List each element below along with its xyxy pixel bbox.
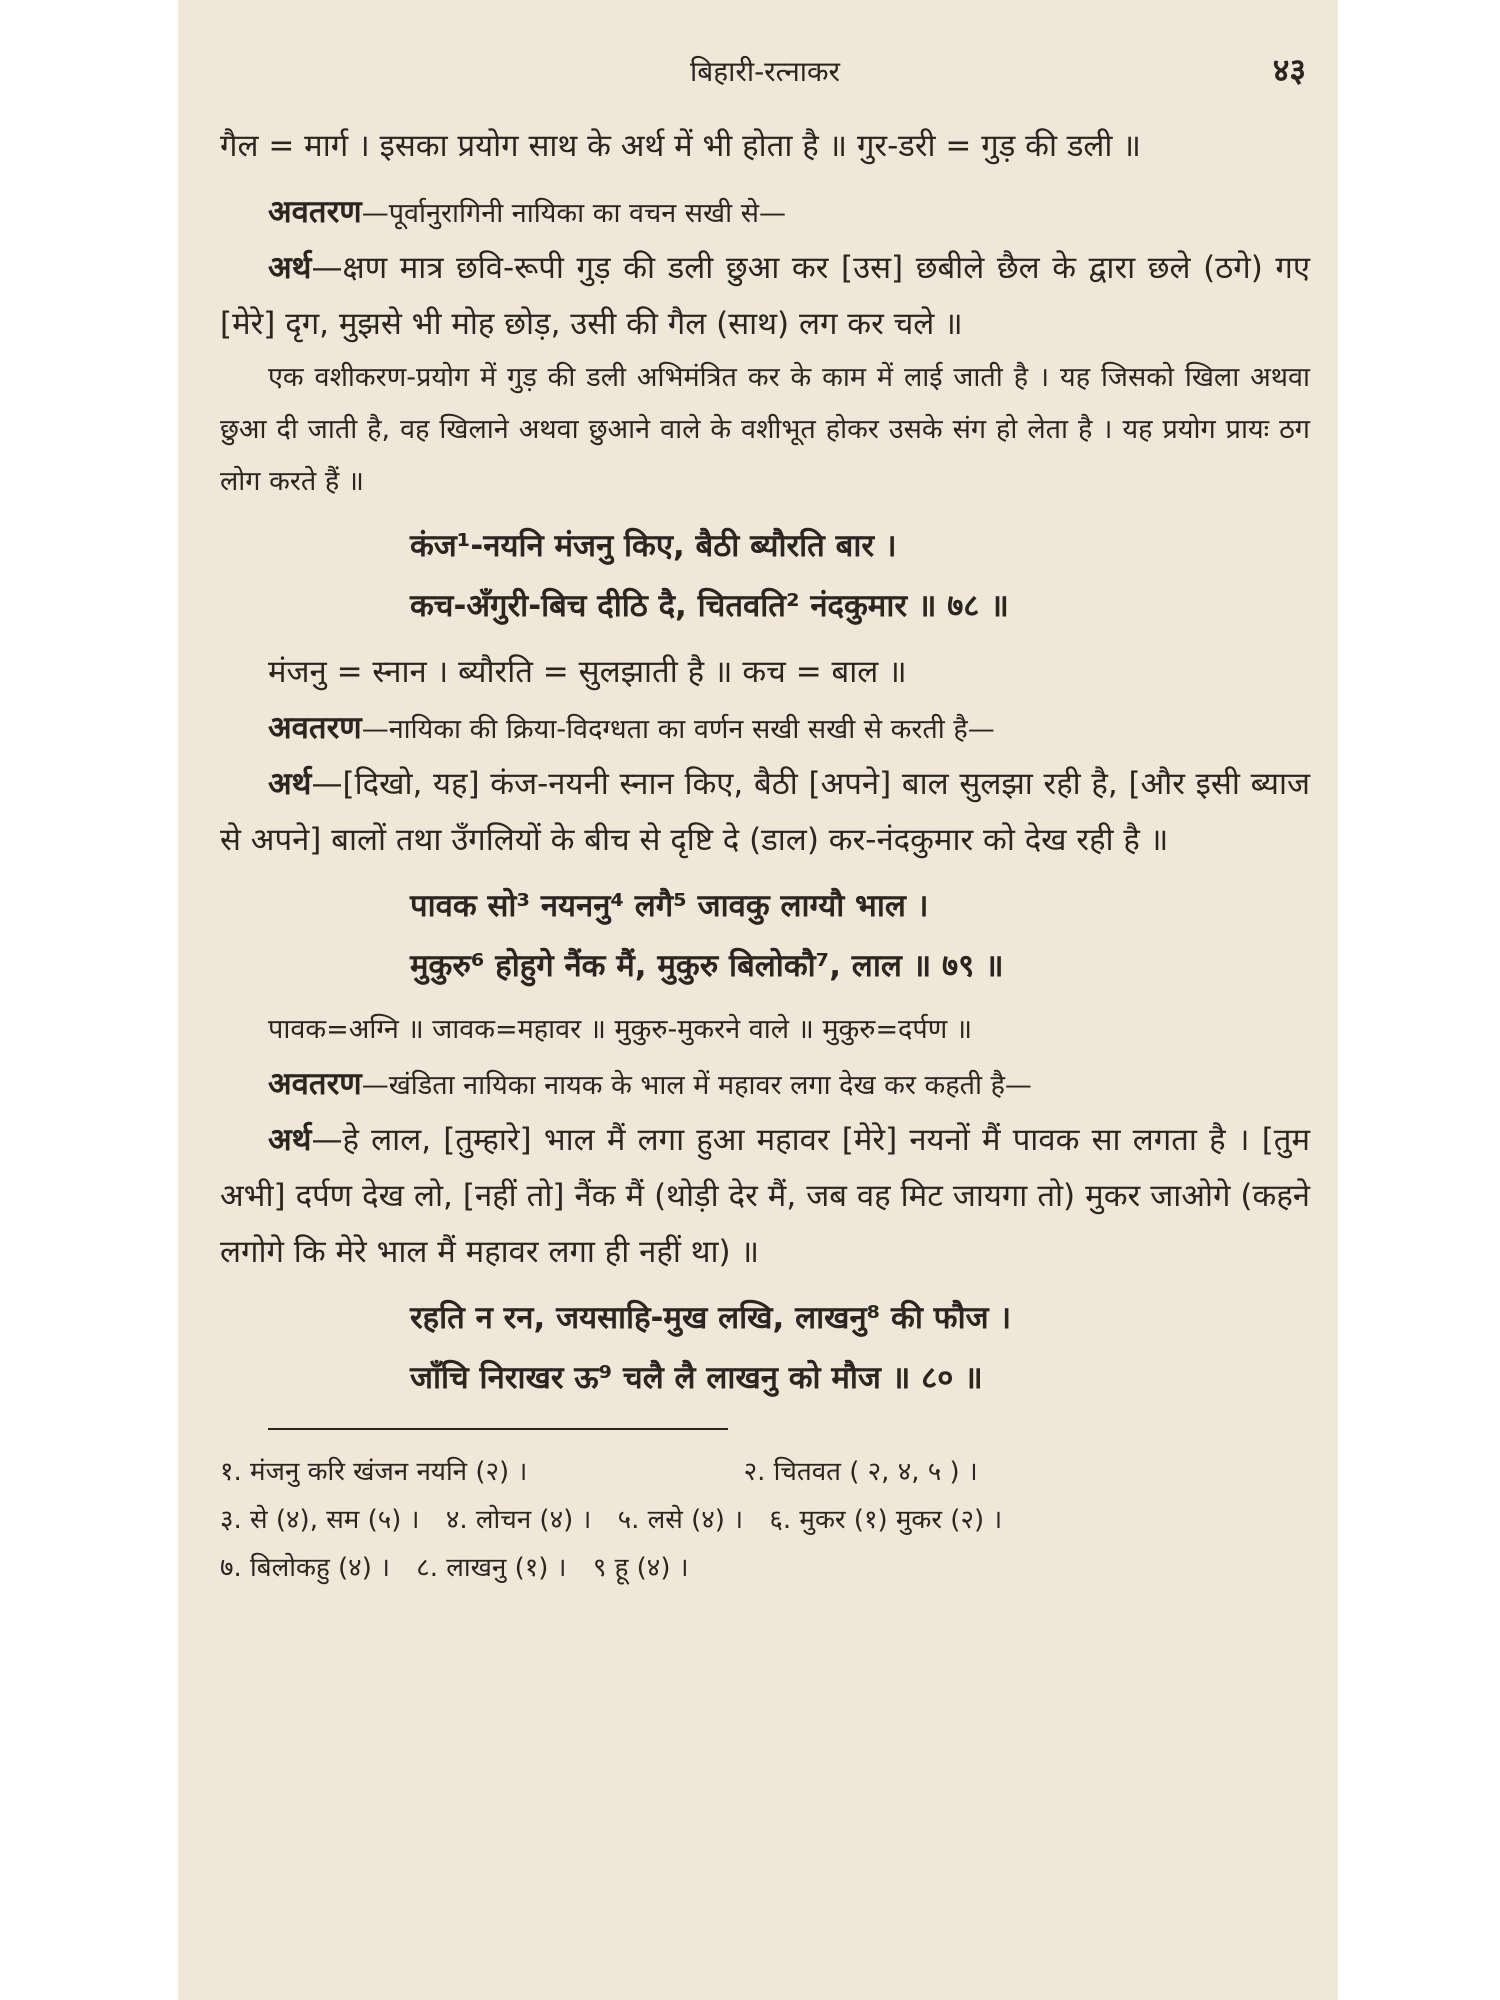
footnote-8: ८. लाखनु (१) । [416,1553,567,1583]
artha-paragraph [220,240,1310,352]
running-title: बिहारी-रत्नाकर [690,55,840,88]
footnote-9: ९ हू (४) । [592,1553,689,1583]
page-number: ४३ [1272,51,1306,89]
avataran-paragraph [220,1056,1310,1112]
avataran-text: —नायिका की क्रिया-विदग्धता का वर्णन सखी सखी से करती है— [361,714,995,745]
footnote-1: १. मंजनु करि खंजन नयनि (२) । [220,1457,528,1487]
note-paragraph: एक वशीकरण-प्रयोग में गुड़ की डली अभिमंत्रित कर के काम में लाई जाती है । यह जिसको खिला अथवा छुआ दी जाती है, वह खिलाने अथवा छुआने वाले के वशीभूत होकर उसके संग हो लेता है । यह प्रयोग प्रायः ठग लोग करते हैं ॥ [220,362,1310,497]
verse-line: कंज¹-नयनि मंजनु किए, बैठी ब्यौरति बार । [410,528,897,564]
gloss-paragraph: मंजनु = स्नान । ब्यौरति = सुलझाती है ॥ कच = बाल ॥ [268,654,907,690]
verse-78 [220,516,1310,636]
verse-79 [220,876,1310,996]
verse-line: मुकुरु⁶ होहुगे नैंक मैं, मुकुरु बिलोकौ⁷, लाल ॥ ७९ ॥ [410,948,1004,984]
footnote-row [220,1544,1310,1592]
footnote-row [220,1496,1310,1544]
footnote-divider [268,1428,728,1430]
artha-paragraph [220,1112,1310,1280]
gloss-paragraph: पावक=अग्नि ॥ जावक=महावर ॥ मुकुरु-मुकरने वाले ॥ मुकुरु=दर्पण ॥ [268,1014,973,1045]
avataran-label: अवतरण [268,1066,362,1102]
avataran-text: —पूर्वानुरागिनी नायिका का वचन सखी से— [361,198,786,229]
footnote-2: २. चितवत ( २, ४, ५ ) । [743,1457,978,1487]
verse-80 [220,1288,1310,1408]
page-header [220,46,1310,94]
gloss-paragraph: गैल = मार्ग । इसका प्रयोग साथ के अर्थ में भी होता है ॥ गुर-डरी = गुड़ की डली ॥ [220,128,1141,164]
artha-label: अर्थ [268,766,312,802]
avataran-label: अवतरण [268,710,362,746]
artha-text: —हे लाल, [तुम्हारे] भाल मैं लगा हुआ महावर [मेरे] नयनों मैं पावक सा लगता है । [तुम अभी] दर्पण देख लो, [नहीं तो] नैंक मैं (थोड़ी देर मैं, जब वह मिट जायगा तो) मुकर जाओगे (कहने लगोगे कि मेरे भाल मैं महावर लगा ही नहीं था) ॥ [220,1122,1310,1270]
avataran-label: अवतरण [268,194,362,230]
footnote-5: ५. लसे (४) । [617,1505,744,1535]
artha-label: अर्थ [268,250,312,286]
artha-label: अर्थ [268,1122,312,1158]
artha-paragraph [220,756,1310,868]
verse-line: जाँचि निराखर ऊ⁹ चलै लै लाखनु को मौज ॥ ८० ॥ [410,1360,983,1396]
footnote-7: ७. बिलोकहु (४) । [220,1553,390,1583]
book-page [178,0,1338,2000]
page-content [220,46,1310,1592]
verse-line: पावक सो³ नयननु⁴ लगै⁵ जावकु लाग्यौ भाल । [410,888,929,924]
footnote-3: ३. से (४), सम (५) । [220,1505,420,1535]
verse-line: रहति न रन, जयसाहि-मुख लखि, लाखनु⁸ की फौज । [410,1300,1012,1336]
avataran-text: —खंडिता नायिका नायक के भाल में महावर लगा देख कर कहती है— [361,1070,1032,1101]
footnote-row [220,1448,1310,1496]
avataran-paragraph [220,184,1310,240]
avataran-paragraph [220,700,1310,756]
verse-line: कच-अँगुरी-बिच दीठि दै, चितवति² नंदकुमार ॥ ७८ ॥ [410,588,1009,624]
footnote-6: ६. मुकर (१) मुकर (२) । [769,1505,1003,1535]
artha-text: —क्षण मात्र छवि-रूपी गुड़ की डली छुआ कर [उस] छबीले छैल के द्वारा छले (ठगे) गए [मेरे] दृग, मुझसे भी मोह छोड़, उसी की गैल (साथ) लग कर चले ॥ [220,250,1310,342]
footnote-4: ४. लोचन (४) । [445,1505,592,1535]
artha-text: —[दिखो, यह] कंज-नयनी स्नान किए, बैठी [अपने] बाल सुलझा रही है, [और इसी ब्याज से अपने] बालों तथा उँगलियों के बीच से दृष्टि दे (डाल) कर-नंदकुमार को देख रही है ॥ [220,766,1310,858]
footnotes [220,1448,1310,1592]
